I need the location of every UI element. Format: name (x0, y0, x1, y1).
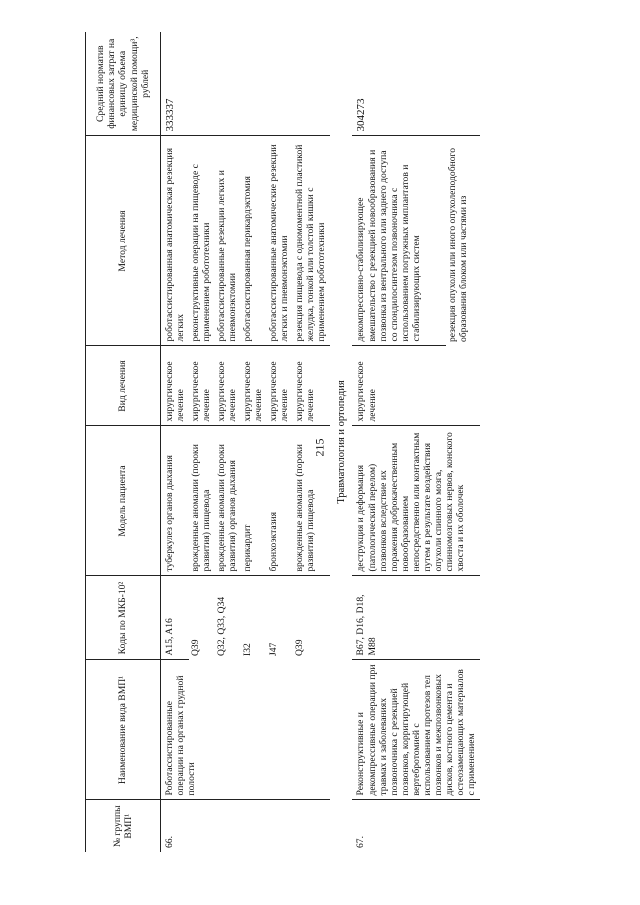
group-number: 67. (355, 836, 367, 848)
patient-model: перикардит (241, 426, 267, 576)
patient-model: врожденные аномалии (пороки развития) пищевода (189, 426, 215, 576)
treatment-type: хирургическое лечение (189, 346, 215, 426)
icd-codes: Q39 (294, 639, 306, 656)
icd-codes: A15, A16 (161, 576, 190, 660)
treatment-method: декомпрессивно-стабилизирующее вмешательство с резекцией новообразования и позвонка из вентрального или заднего доступа со спондилосинтезом позвоночника с использованием погружных имплантатов и стабилизирующих систем (352, 136, 446, 346)
section-row (330, 32, 352, 852)
treatment-method: роботассистированные анатомические резекции легких и пневмонэктомии (267, 136, 293, 346)
icd-codes: B67, D16, D18, M88 (352, 576, 479, 660)
icd-codes: Q39 (190, 639, 202, 656)
treatment-type: хирургическое лечение (352, 346, 479, 426)
treatment-method: резекция опухоли или иного опухолеподобного образования блоком или частями из (447, 147, 470, 342)
avg-cost: 304273 (352, 32, 479, 136)
header-treatment-method: Метод лечения (86, 136, 161, 346)
treatment-type: хирургическое лечение (267, 346, 293, 426)
patient-model: туберкулез органов дыхания (161, 426, 190, 576)
treatment-type: хирургическое лечение (161, 346, 190, 426)
vmp-name: Роботассистированные операции на органах грудной полости (161, 660, 331, 800)
treatment-method: роботассистированные резекции легких и пневмонэктомии (215, 136, 241, 346)
header-icd-codes: Коды по МКБ-10² (86, 576, 161, 660)
treatment-method: роботассистированная перикардэктомия (241, 136, 267, 346)
treatment-method: резекция пищевода с одномоментной пластикой желудка, тонкой или толстой кишки с применением робототехники (293, 136, 330, 346)
treatment-method: реконструктивные операции на пищеводе с применением робототехники (189, 136, 215, 346)
avg-cost: 333337 (161, 32, 331, 136)
header-group-no: № группы ВМП¹ (86, 800, 161, 852)
patient-model: врожденные аномалии (пороки развития) органов дыхания (215, 426, 241, 576)
icd-codes: I32 (242, 643, 254, 656)
patient-model: врожденные аномалии (пороки развития) пищевода (293, 426, 330, 576)
treatment-type: хирургическое лечение (293, 346, 330, 426)
header-vmp-name: Наименование вида ВМП¹ (86, 660, 161, 800)
header-treatment-type: Вид лечения (86, 346, 161, 426)
icd-codes: Q32, Q33, Q34 (216, 596, 228, 656)
rotated-table-sheet (85, 32, 610, 852)
table-header-row (86, 32, 161, 852)
treatment-type: хирургическое лечение (241, 346, 267, 426)
header-patient-model: Модель пациента (86, 426, 161, 576)
treatment-method: роботассистированная анатомическая резекция легких (161, 136, 190, 346)
vmp-name: Реконструктивные и декомпрессивные операции при травмах и заболеваниях позвоночника с резекцией позвонков, корригирующей вертебротомией с использованием протезов тел позвонков и межпозвонковых дисков, костного цемента и остеозамещающих материалов с применением (352, 660, 479, 800)
page-number: 215 (312, 438, 327, 457)
icd-codes: J47 (268, 642, 280, 656)
group-number: 66. (164, 836, 175, 848)
table-row (352, 32, 446, 852)
patient-model: бронхоэктазия (267, 426, 293, 576)
section-title: Травматология и ортопедия (336, 380, 348, 504)
table-row (161, 32, 190, 852)
patient-model: деструкция и деформация (патологический перелом) позвонков вследствие их поражения доброкачественным новообразованием непосредственно или контактным путем в результате воздействия опухоли спинного мозга, спинномозговых нервов, конского хвоста и их оболочек (352, 426, 479, 576)
header-avg-cost: Средний норматив финансовых затрат на единицу объема медицинской помощи³, рублей (86, 32, 161, 136)
treatment-type: хирургическое лечение (215, 346, 241, 426)
vmp-table (85, 32, 480, 852)
